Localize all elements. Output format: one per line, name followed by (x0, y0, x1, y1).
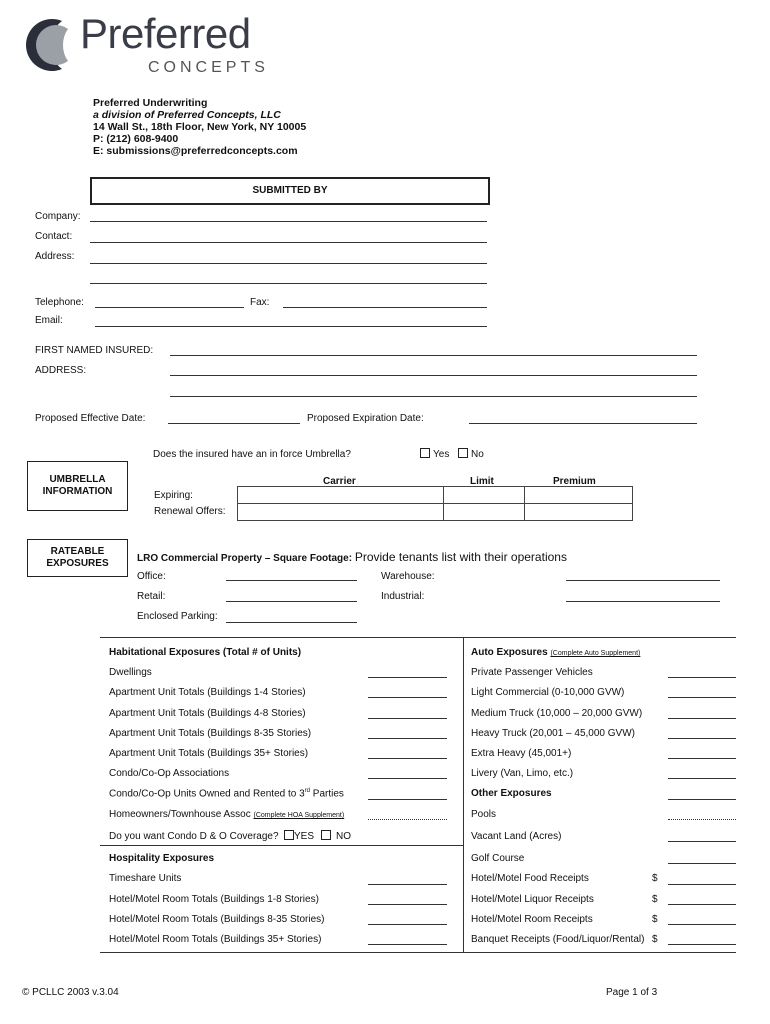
company-email: E: submissions@preferredconcepts.com (93, 145, 298, 157)
address-field[interactable] (90, 263, 487, 264)
hosp-field[interactable] (368, 944, 447, 945)
auto-item: Heavy Truck (20,001 – 45,000 GVW) (471, 728, 635, 739)
grid-bottom-rule (100, 952, 736, 953)
industrial-label: Industrial: (381, 591, 425, 602)
expiration-date-field[interactable] (469, 423, 697, 424)
retail-field[interactable] (226, 601, 357, 602)
renewal-carrier-cell[interactable] (238, 504, 444, 521)
other-item: Banquet Receipts (Food/Liquor/Rental) (471, 934, 645, 945)
rateable-exposures-box (27, 539, 128, 577)
address-field-2[interactable] (90, 283, 487, 284)
effective-date-field[interactable] (168, 423, 300, 424)
submitted-by-title: SUBMITTED BY (90, 177, 490, 205)
expiring-limit-cell[interactable] (444, 487, 525, 504)
other-title-field[interactable] (668, 799, 736, 800)
condo-do-no-label: NO (336, 831, 351, 842)
email-field[interactable] (95, 326, 487, 327)
logo-wordmark: Preferred (80, 10, 251, 57)
lro-title: LRO Commercial Property – Square Footage: (137, 553, 353, 564)
company-name: Preferred Underwriting (93, 97, 208, 109)
auto-title: Auto Exposures (471, 647, 548, 658)
office-field[interactable] (226, 580, 357, 581)
col-carrier: Carrier (323, 476, 356, 487)
footer-copyright: © PCLLC 2003 v.3.04 (22, 987, 119, 998)
company-phone: P: (212) 608-9400 (93, 133, 179, 145)
telephone-label: Telephone: (35, 297, 84, 308)
logo-mark-icon (22, 15, 78, 75)
other-item: Pools (471, 809, 497, 820)
company-address: 14 Wall St., 18th Floor, New York, NY 10005 (93, 121, 307, 133)
hosp-field[interactable] (368, 904, 447, 905)
auto-field[interactable] (668, 718, 736, 719)
other-field[interactable] (668, 904, 736, 905)
hosp-item: Hotel/Motel Room Totals (Buildings 1-8 Stories) (109, 894, 319, 905)
expiring-premium-cell[interactable] (525, 487, 633, 504)
industrial-field[interactable] (566, 601, 720, 602)
other-field[interactable] (668, 841, 736, 842)
parking-label: Enclosed Parking: (137, 611, 218, 622)
telephone-field[interactable] (95, 307, 244, 308)
umbrella-table (237, 486, 633, 521)
condo-do-yes-label: YES (294, 831, 315, 842)
condo-rented-sup: rd (304, 788, 311, 794)
hab-field[interactable] (368, 758, 447, 759)
expiration-date-label: Proposed Expiration Date: (307, 413, 424, 424)
hab-item: Apartment Unit Totals (Buildings 4-8 Stories) (109, 708, 306, 719)
fax-field[interactable] (283, 307, 487, 308)
hab-item: Dwellings (109, 667, 152, 678)
company-field[interactable] (90, 221, 487, 222)
umbrella-question: Does the insured have an in force Umbrella? (153, 449, 351, 460)
other-item: Vacant Land (Acres) (471, 831, 562, 842)
other-field[interactable] (668, 884, 736, 885)
address-label: Address: (35, 251, 75, 262)
company-label: Company: (35, 211, 81, 222)
col-premium: Premium (553, 476, 596, 487)
warehouse-label: Warehouse: (381, 571, 435, 582)
condo-do-no-checkbox[interactable] (321, 830, 331, 840)
auto-field[interactable] (668, 677, 736, 678)
fax-label: Fax: (250, 297, 270, 308)
first-named-insured-field[interactable] (170, 355, 697, 356)
other-exposures-title: Other Exposures (471, 788, 552, 799)
company-division: a division of Preferred Concepts, LLC (93, 109, 281, 121)
hosp-item: Hotel/Motel Room Totals (Buildings 35+ Stories) (109, 934, 322, 945)
insured-address-field[interactable] (170, 375, 697, 376)
auto-item: Medium Truck (10,000 – 20,000 GVW) (471, 708, 643, 719)
grid-top-rule (100, 637, 736, 638)
auto-note: (Complete Auto Supplement) (550, 650, 641, 657)
hosp-field[interactable] (368, 884, 447, 885)
insured-address-field-2[interactable] (170, 396, 697, 397)
row-renewal: Renewal Offers: (154, 506, 226, 517)
auto-item: Light Commercial (0-10,000 GVW) (471, 687, 625, 698)
condo-rented-label (109, 788, 344, 799)
other-item: Hotel/Motel Room Receipts (471, 914, 593, 925)
grid-divider (463, 637, 464, 952)
auto-heading (471, 647, 640, 658)
other-field[interactable] (668, 819, 736, 820)
logo-subtitle: CONCEPTS (148, 59, 269, 76)
hospitality-title: Hospitality Exposures (109, 853, 215, 864)
hoa-label (109, 809, 344, 820)
row-expiring: Expiring: (154, 490, 193, 501)
retail-label: Retail: (137, 591, 166, 602)
other-item: Hotel/Motel Liquor Receipts (471, 894, 594, 905)
renewal-premium-cell[interactable] (525, 504, 633, 521)
condo-do-label: Do you want Condo D & O Coverage? (109, 831, 279, 842)
hab-item: Apartment Unit Totals (Buildings 8-35 Stories) (109, 728, 312, 739)
effective-date-label: Proposed Effective Date: (35, 413, 146, 424)
condo-rented-suffix: Parties (310, 788, 344, 800)
hosp-field[interactable] (368, 924, 447, 925)
contact-field[interactable] (90, 242, 487, 243)
hab-item: Apartment Unit Totals (Buildings 1-4 Stories) (109, 687, 306, 698)
other-field[interactable] (668, 924, 736, 925)
hab-field[interactable] (368, 718, 447, 719)
condo-rented-text: Condo/Co-Op Units Owned and Rented to 3 (109, 788, 305, 800)
habitational-title: Habitational Exposures (Total # of Units) (109, 647, 302, 658)
dollar-sign: $ (652, 873, 658, 884)
rateable-exposures-title: RATEABLE EXPOSURES (46, 546, 109, 569)
auto-field[interactable] (668, 778, 736, 779)
condo-do-yes-checkbox[interactable] (284, 830, 294, 840)
hosp-item: Hotel/Motel Room Totals (Buildings 8-35 Stories) (109, 914, 325, 925)
hab-field[interactable] (368, 677, 447, 678)
expiring-carrier-cell[interactable] (238, 487, 444, 504)
umbrella-yes-label: Yes (433, 449, 450, 460)
parking-field[interactable] (226, 622, 357, 623)
auto-field[interactable] (668, 738, 736, 739)
auto-item: Livery (Van, Limo, etc.) (471, 768, 574, 779)
auto-field[interactable] (668, 697, 736, 698)
office-label: Office: (137, 571, 166, 582)
hab-field[interactable] (368, 778, 447, 779)
hoa-note: (Complete HOA Supplement) (253, 812, 345, 819)
umbrella-no-label: No (471, 449, 484, 460)
renewal-limit-cell[interactable] (444, 504, 525, 521)
hab-item: Condo/Co-Op Associations (109, 768, 230, 779)
dollar-sign: $ (652, 934, 658, 945)
hab-item: Apartment Unit Totals (Buildings 35+ Stories) (109, 748, 309, 759)
hab-field[interactable] (368, 738, 447, 739)
dollar-sign: $ (652, 914, 658, 925)
umbrella-no-checkbox[interactable] (458, 448, 468, 458)
dollar-sign: $ (652, 894, 658, 905)
hoa-field[interactable] (368, 819, 447, 820)
auto-field[interactable] (668, 758, 736, 759)
other-item: Hotel/Motel Food Receipts (471, 873, 589, 884)
hab-field[interactable] (368, 697, 447, 698)
other-field[interactable] (668, 944, 736, 945)
umbrella-info-box (27, 461, 128, 511)
umbrella-yes-checkbox[interactable] (420, 448, 430, 458)
other-item: Golf Course (471, 853, 525, 864)
first-named-insured-label: FIRST NAMED INSURED: (35, 345, 154, 356)
insured-address-label: ADDRESS: (35, 365, 87, 376)
lro-heading (137, 550, 567, 564)
auto-item: Extra Heavy (45,001+) (471, 748, 572, 759)
hospitality-rule (100, 845, 463, 846)
col-limit: Limit (470, 476, 494, 487)
contact-label: Contact: (35, 231, 73, 242)
auto-item: Private Passenger Vehicles (471, 667, 593, 678)
condo-rented-field[interactable] (368, 799, 447, 800)
email-label: Email: (35, 315, 63, 326)
hosp-item: Timeshare Units (109, 873, 182, 884)
lro-instruction: Provide tenants list with their operations (354, 550, 567, 564)
hoa-text: Homeowners/Townhouse Assoc (109, 809, 251, 820)
umbrella-info-title: UMBRELLA INFORMATION (42, 474, 113, 497)
footer-page-number: Page 1 of 3 (606, 987, 658, 998)
warehouse-field[interactable] (566, 580, 720, 581)
other-field[interactable] (668, 863, 736, 864)
